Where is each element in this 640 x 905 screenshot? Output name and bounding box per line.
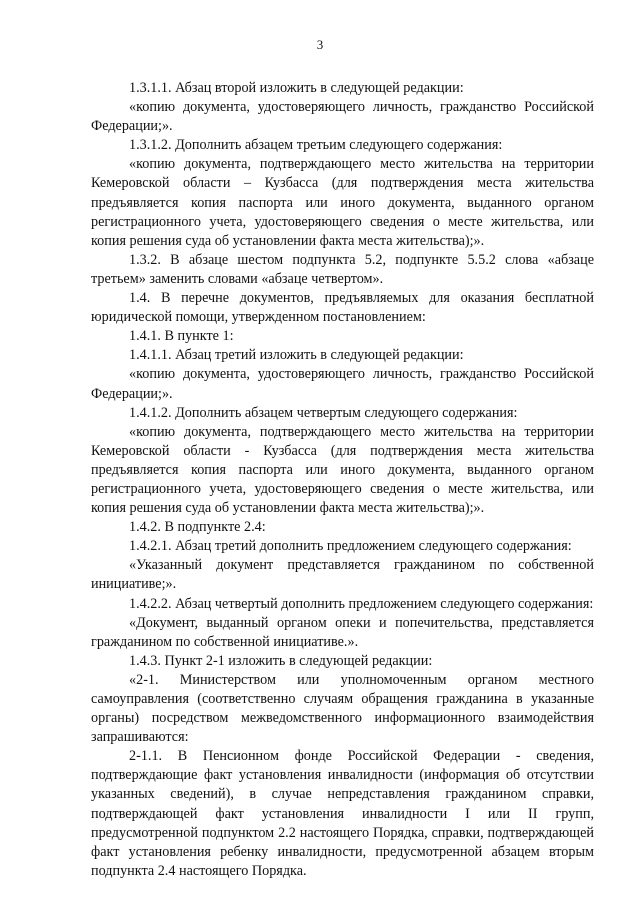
paragraph-quote: «копию документа, удостоверяющего личность, гражданство Российской Федерации;». (91, 99, 594, 135)
paragraph-1-4-1-1: 1.4.1.1. Абзац третий изложить в следующей редакции: (129, 347, 464, 364)
paragraph-1-3-1-2: 1.3.1.2. Дополнить абзацем третьим следующего содержания: (129, 137, 503, 154)
paragraph-1-3-2: 1.3.2. В абзаце шестом подпункта 5.2, подпункте 5.5.2 слова «абзаце третьем» заменить словами «абзаце четвертом». (91, 251, 594, 287)
paragraph-quote: «копию документа, подтверждающего место жительства на территории Кемеровской области – Кузбасса (для подтверждения места жительства предъявляется копия паспорта или иного документа, выданного органом регистрационного учета, удостоверяющего сведения о месте жительства, или копия решения суда об установлении факта места жительства);». (91, 156, 594, 249)
paragraph-quote: «Указанный документ представляется гражданином по собственной инициативе;». (91, 557, 594, 593)
document-body (91, 79, 594, 881)
paragraph-quote: «копию документа, подтверждающего место жительства на территории Кемеровской области - Кузбасса (для подтверждения места жительства предъявляется копия паспорта или иного документа, выданного органом регистрационного учета, удостоверяющего сведения о месте жительства, или копия решения суда об установлении факта места жительства);». (91, 423, 594, 517)
paragraph-1-4-1: 1.4.1. В пункте 1: (129, 328, 234, 345)
paragraph-1-4: 1.4. В перечне документов, предъявляемых для оказания бесплатной юридической помощи, утвержденном постановлением: (91, 290, 594, 326)
paragraph-1-4-1-2: 1.4.1.2. Дополнить абзацем четвертым следующего содержания: (129, 404, 518, 421)
paragraph-1-3-1-1: 1.3.1.1. Абзац второй изложить в следующей редакции: (129, 80, 464, 96)
paragraph-1-4-2: 1.4.2. В подпункте 2.4: (129, 519, 266, 536)
paragraph-2-1: «2-1. Министерством или уполномоченным органом местного самоуправления (соответственно случаям обращения гражданина в указанные органы) посредством межведомственного информационного взаимодействия запрашиваются: (91, 671, 594, 746)
paragraph-quote: «копию документа, удостоверяющего личность, гражданство Российской Федерации;». (91, 366, 594, 402)
paragraph-1-4-2-2: 1.4.2.2. Абзац четвертый дополнить предложением следующего содержания: (129, 595, 594, 612)
paragraph-quote: «Документ, выданный органом опеки и попечительства, представляется гражданином по собственной инициативе.». (91, 614, 594, 650)
paragraph-1-4-2-1: 1.4.2.1. Абзац третий дополнить предложением следующего содержания: (129, 538, 572, 555)
page-number: 3 (316, 37, 324, 52)
paragraph-2-1-1: 2-1.1. В Пенсионном фонде Российской Федерации - сведения, подтверждающие факт установления инвалидности (информация об отсутствии указанных сведений), в случае непредставления гражданином справки, подтверждающей факт установления инвалидности I или II групп, предусмотренной подпунктом 2.2 настоящего Порядка, справки, подтверждающей факт установления ребенку инвалидности, предусмотренной абзацем вторым подпункта 2.4 настоящего Порядка. (91, 748, 594, 879)
paragraph-1-4-3: 1.4.3. Пункт 2-1 изложить в следующей редакции: (129, 652, 433, 669)
